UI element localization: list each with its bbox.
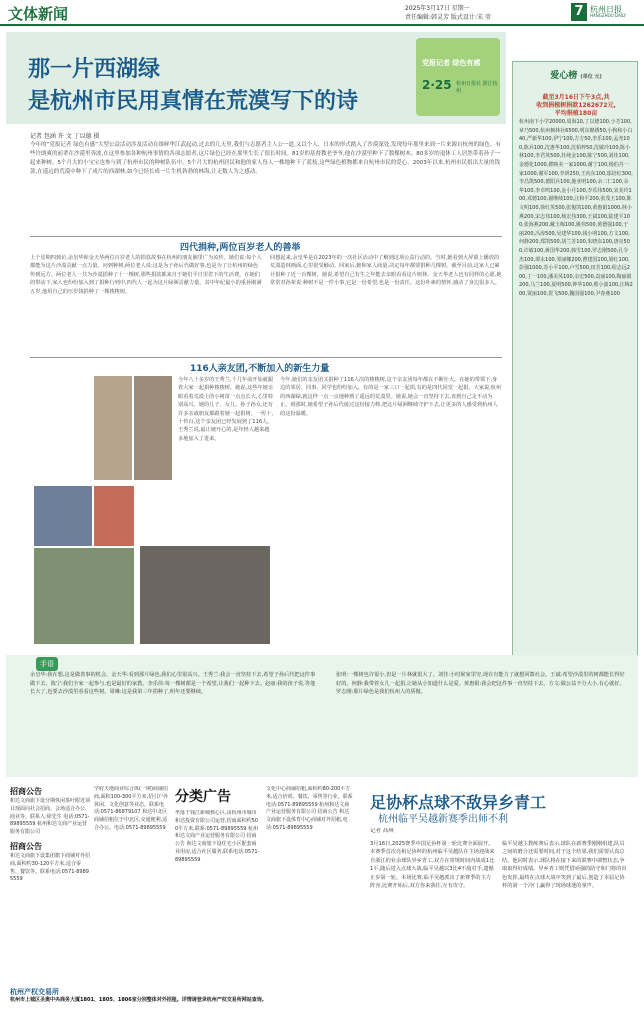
photo-child-donor-2 (94, 486, 134, 546)
story1-column-b: 回想起来,余皇华是在2023年的一次社区活动中了解到这项公益行动的。当时,她看到大屏幕上播放的荒漠造林画面,心里很受触动。回家后,她和家人商量,决定每年都要捐种几棵树。截至目前,这家人已累计捐种了近一百棵树。她说,希望自己有生之年能去亲眼看看这片树林。金天华老人也有同样的心愿,她常常对孙辈说:种树不是一件小事,它是一份希望,也是一份责任。这份朴素的情怀,感动了身边很多人。 (270, 255, 502, 287)
ad-column-3: 坐落于钱江新城核心区,由杭州市城市和达投资有限公司运营,招商面积约500平方米,联系:0571-89895559 杭州和达文商产业运营服务有限公司 招商公告 和达文商旅下设住宅小区配套商业用房,适合社区服务,联系电话:0571-89895559 (175, 810, 260, 863)
notice-text: 杭州市上城区圣奥中央商务大厦1801、1805、1806室分别整体对外招租。详情请登录杭州产权交易所网站查询。 (10, 997, 267, 1003)
honor-list-title-text: 爱心榜 (550, 71, 578, 81)
sports-title: 足协杯点球不敌异乡青工 (370, 793, 547, 812)
divider (30, 236, 502, 237)
sports-story (360, 778, 638, 1020)
feature-title-line2: 是杭州市民用真情在荒漠写下的诗 (28, 88, 359, 114)
summary-line: 截至3月16日下午3点,共 (542, 94, 610, 101)
summary-line: 平均捐植180亩 (554, 110, 598, 117)
ad-text: 和达文商旅下设分期休闲茶叶附近项目现面向社会招商。会场适合办公、商业等。联系人:徐先生 电话:0571-89895559 杭州和达文商产业运营服务有限公司 (10, 798, 90, 836)
divider (30, 357, 502, 358)
quotes-column-a: 余皇华:我在想,这是做善事的机会。金天华:看到那片绿色,我们心里很高兴。王秀兰:我会一直坚持下去,希望子孙后代把这件事做下去。陈宁:我们全家一起参与,也是最好的家教。李乐伟:每一棵树都是一个希望,让我们一起种下去。赵丽:我的孩子说,等他长大了,也要去沙漠里看看这些树。周琳:这是我第三年捐种了,明年还要继续。 (30, 672, 316, 695)
page-header (0, 0, 644, 26)
feature-byline: 记者 包涵 许 文 丁以德 摄 (30, 133, 100, 140)
photo-elderly-donor (94, 376, 132, 480)
sports-column-b: 临平吴越主教练赛后表示,球队在新赛季刚刚组建,队员之间的磨合还需要时间,对于这个结果,我们需要认真总结。他同时表示,球队将在接下来的联赛中调整状态,争取取得好成绩。异乡青工则凭借顽强的防守和门将的出色发挥,最终在点球大战中笑到了最后,创造了本届足协杯的第一个冷门,赢得了现场球迷的掌声。 (502, 841, 627, 890)
feature-title-line1: 那一片西湖绿 (28, 56, 161, 82)
honor-list-unit: (单位 元) (580, 74, 602, 80)
honor-list-title (513, 68, 639, 81)
donor-names: 杭州南下小学20000,周海10,丁以德100,小芳100,章乃500,杭州枫林社6500,明东棉绣50,小狗和小白40,严新华100,伊宁100,方方50,李乐100,孟尧100,陈兵100,沈惠华100,沈柏梓50,沈敏玲100,陈小林100,李君英500,杜纯金100,陈宁500,刘佳100,金德化1000,瞿映美一家1000,谢宁100,杨伯丹一家1000,谢军100,李妍250,王向东100,邬培红300,李昌凯500,德阳兵100,施亚明100,余二仁100,余华100,李卓鸣100,金小月100,李乐伟500,宋美玲100,邓德100,谢继续100,汪和平200,张茂玉100,陈文明100,徐红英500,张俊凯100,黄惠娟1000,林小燕200,宋志伟100,杨宏伟300,王斌100,陆建平100,张海燕200,戴玉梅100,姚伟500,黄德强100,于丽200,冯涛500,吴建华100,钱小明100,方文100,何静200,郑凯500,胡兰芳100,朱晓东100,唐亮500,许敏100,蒋国华200,韩雪100,罗志刚500,孔令杰100,谭永100,邹丽娜200,曹建国100,梁红100,彭强1000,苏小平100,卢雪500,田芳100,程志远200,丁一100,潘美凤100,余宏500,袁丽100,陶丽娟200,马兰100,夏明500,钟华100,蔡小波100,汪梅200,贾丽100,贺飞500,魏国强100,尹春燕100 (519, 119, 633, 297)
issue-date: 2025年3月17日 星期一 (405, 5, 470, 12)
quotes-box (6, 655, 638, 777)
badge-line3: 杭州日报社 浙江杭州 (456, 81, 498, 94)
badge-line2: 2·25 (422, 78, 452, 92)
notice-title: 杭州产权交易所 (10, 988, 59, 996)
page-number: 7 (571, 3, 587, 21)
feature-lead: 今年的“党报记者 绿色有感”大型公益活动涉及活动在维鲜华江武起动,过去的几天里,我们与志愿者主人公一道,又以个人、日本的形式踏入了沙漠深处,发现每年那里来到一片来源自杭州的绿色。有些许朗爽的前辈在沙漠里奔波,在这里参加各种杭州事情的各项志愿者,这片绿色已经在那里生长了很长时间。81岁的基督教老爷爷,他在沙漠里种下了数棵树木。80多岁的退休工人居然带着孙子一起来种树。5个月大的小宝宝也参与到了杭州市民的种树队伍中。5个月大的杭州居民和他的家人每人一株地种下了蓝枝,这些绿色植物都来自杭州市民的爱心。2003年以来,杭州市民捐出大量的钱款,在遥远的荒漠中种下了成片的西湖林,如今已经长成一片生机勃勃的林海,让无数人为之感动。 (30, 142, 501, 175)
property-notice (10, 988, 354, 1022)
photo-child-donor-1 (34, 486, 92, 546)
ad-column-4: 文化中心商铺招租,面积约80-200平方米,适合培训、餐饮、零售等行业。联系电话:0571-89895559 杭州和达文商产业运营服务有限公司 招商公告 和达文商旅下设体育中心商铺对外招租,电话:0571-89895559 (266, 786, 353, 831)
summary-line: 收到捐植树捐款1262672元, (536, 102, 616, 109)
donation-summary (513, 94, 639, 118)
photo-children-group (34, 548, 134, 644)
section-title: 文体新闻 (8, 5, 69, 23)
story2-column-b: 今年,她们的亲友团又捐种了116人次的梭梭树,这个亲友团每年都在不断壮大。在她的带领下,身边的邻居、同事、同学也纷纷加入。有的是一家三口一起捐,有的是四代同堂一起捐。大家说,杭州的西湖绿,就这样一点一点地种到了遥远的荒漠里。她说,她会一直坚持下去,直到自己走不动为止。到那时,她希望子孙后代接过这份接力棒,把这片绿洲继续守护下去,让更多的人感受到杭州人的这份温暖。 (280, 377, 502, 417)
ad-column-1 (10, 786, 90, 986)
classified-ads-title: 分类广告 (175, 789, 231, 805)
badge-line1: 党报记者 绿色有感 (422, 59, 481, 67)
newspaper-logo: 杭州日报 (590, 5, 622, 14)
campaign-badge (416, 38, 500, 116)
editors-line: 责任编辑:韩灵芳 版式设计:宋 莹 (405, 14, 491, 21)
ad-heading: 招商公告 (10, 841, 42, 851)
sports-byline: 记者 高琪 (370, 828, 394, 834)
story2-subhead: 116人亲友团,不断加入的新生力量 (190, 364, 330, 374)
newspaper-logo-sub: HANGZHOU DAILY (590, 13, 626, 18)
ad-column-2: 学府天地商业综合体(一期)商铺招商,面积100-300平方米,招引户外休闲、文化创意等业态。联系电话:0571-86879107 和达中北区商铺招租位于中北区,交通便利,适合办公。电话:0571-89895559 (94, 786, 169, 831)
sports-column-a: 3月16日,2025赛季中国足协杯第一轮比赛全面展开。本赛季首次亮相足协杯的杭州临平吴越队在主场迎战来自浙江的业余球队异乡青工,双方在常规时间内战成1比1平,随后进入点球大战,临平吴越以3比4不敌对手,遗憾止步第一轮。本场比赛,临平吴越派出了新赛季的主力阵容,比赛开始后,双方你来我往,互有攻守。 (370, 841, 495, 890)
quotes-tag: 手语 (36, 657, 58, 671)
story1-column-a: 上个星期四到访,余皇华和金天华两位百岁老人的捐款故事在杭州的朋友圈里广为流传。她们说:每个人都能为这片沙漠贡献一点力量。问到种树,两位老人说:这是为子孙后代做好事,也是为了让杭州的绿色传到远方。两位老人一共为沙漠捐种了十一棵树,那些捐款都来自于她们平日里省下的生活费。在她们的带动下,家人也纷纷加入到了捐种行列中,四代人一起为这片绿洲贡献力量。其中年纪最小的重孙刚满五岁,他用自己的压岁钱捐种了一棵梭梭树。 (30, 255, 262, 295)
sports-subtitle: 杭州临平吴越新赛季出师不利 (378, 814, 508, 825)
ad-text: 和达文商旅下设集团旗下商铺对外招商,面积约30-120平方米,适合零售、餐饮等。联系电话:0571-89895559 (10, 852, 90, 883)
photo-donor-certificate (134, 376, 172, 480)
story2-column-a: 今年八十多岁的王秀兰,十几年前开始就跟着大家一起捐种梭梭树。她说,这些年她亲眼看着荒漠上的小树苗一点点长大,心里特别高兴。她的儿子、女儿、孙子孙女,还有许多亲戚朋友都跟着她一起捐树。一传十,十传百,这个亲友团已经发展到了116人。王秀兰说,最让她开心的,是年轻人越来越多地加入了进来。 (178, 377, 274, 442)
feature-banner (6, 32, 506, 124)
ad-heading: 招商公告 (10, 787, 42, 796)
donor-honor-list (512, 61, 638, 751)
photo-family-group (140, 546, 270, 644)
quotes-column-b: 张明:一棵树也许很小,但是一片林就很大了。刘佳:小时候家里穷,现在有能力了就想回馈社会。王斌:希望沙漠里的树都能长得好好的。何静:我带着女儿一起捐,让她从小知道什么是爱。黄惠娟:我会把这件事一直坚持下去。方文:做公益不分大小,有心就好。罗志刚:那片绿色是我们杭州人的骄傲。 (336, 672, 625, 695)
story1-subhead: 四代捐种,两位百岁老人的善举 (180, 243, 301, 253)
